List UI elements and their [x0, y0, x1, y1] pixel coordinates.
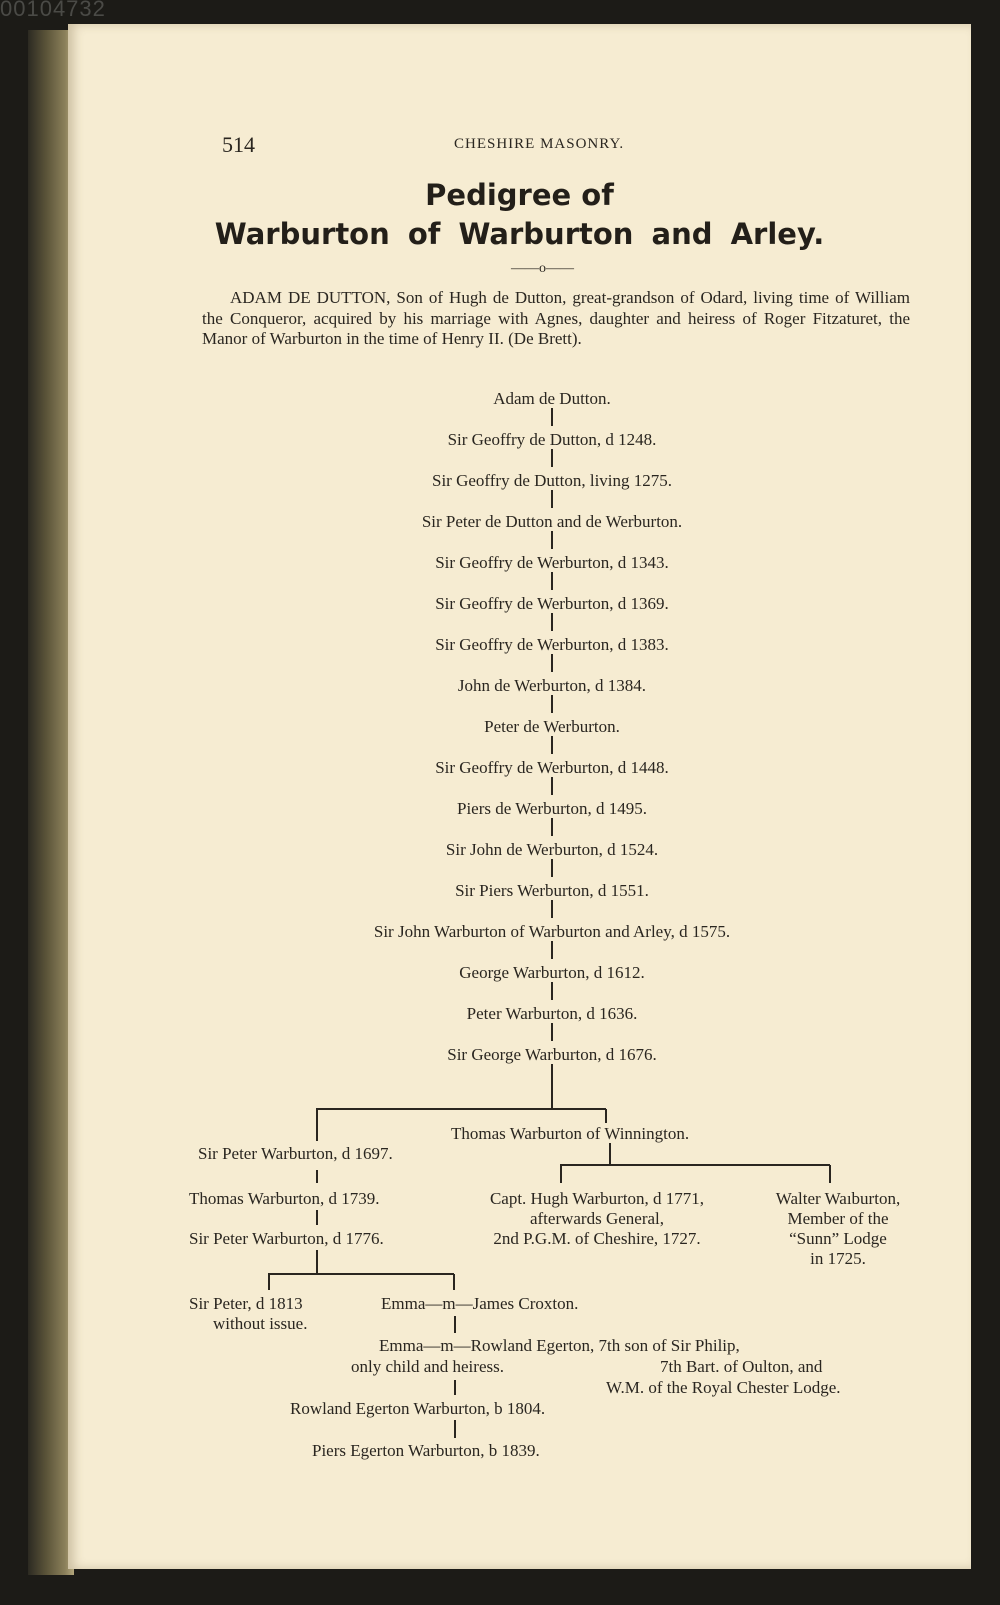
intro-paragraph	[202, 288, 910, 350]
gen-15: George Warburton, d 1612.	[459, 963, 645, 982]
egerton-note-1: 7th Bart. of Oulton, and	[660, 1357, 823, 1376]
gen-16: Peter Warburton, d 1636.	[466, 1004, 638, 1023]
page-number: 514	[222, 132, 255, 157]
gen-1: Adam de Dutton.	[493, 389, 611, 408]
gen-7: Sir Geoffry de Werburton, d 1383.	[435, 635, 669, 654]
gen-3: Sir Geoffry de Dutton, living 1275.	[431, 471, 673, 490]
egerton-note-2: W.M. of the Royal Chester Lodge.	[606, 1378, 841, 1397]
gen-8: John de Werburton, d 1384.	[457, 676, 647, 695]
rowland-egerton-warburton: Rowland Egerton Warburton, b 1804.	[290, 1399, 546, 1418]
ornament: ——o——	[511, 261, 574, 276]
connector	[316, 1170, 318, 1183]
emma-note: only child and heiress.	[351, 1357, 504, 1376]
sir-peter-1776: Sir Peter Warburton, d 1776.	[189, 1229, 384, 1248]
hugh-line-2: afterwards General,	[529, 1209, 665, 1228]
connector	[829, 1165, 831, 1183]
connector	[551, 1064, 553, 1109]
connector	[316, 1250, 318, 1274]
connector	[551, 408, 553, 426]
connector	[551, 1023, 553, 1041]
thomas-1739: Thomas Warburton, d 1739.	[189, 1189, 380, 1208]
walter-line-3: “Sunn” Lodge	[789, 1229, 887, 1248]
connector	[551, 859, 553, 877]
gen-10: Sir Geoffry de Werburton, d 1448.	[435, 758, 669, 777]
connector	[551, 818, 553, 836]
walter-warburton	[748, 1189, 928, 1269]
bracket	[560, 1164, 830, 1166]
piers-egerton-warburton: Piers Egerton Warburton, b 1839.	[312, 1441, 540, 1460]
connector	[551, 572, 553, 590]
connector	[453, 1274, 455, 1290]
sir-peter-1813-line-1: Sir Peter, d 1813	[189, 1294, 303, 1313]
sir-peter-1697: Sir Peter Warburton, d 1697.	[198, 1144, 393, 1163]
gen-14: Sir John Warburton of Warburton and Arley, d 1575.	[373, 922, 731, 941]
connector	[560, 1165, 562, 1183]
sir-peter-1813	[189, 1294, 307, 1334]
gen-13: Sir Piers Werburton, d 1551.	[455, 881, 649, 900]
connector	[454, 1420, 456, 1438]
connector	[551, 695, 553, 713]
gen-2: Sir Geoffry de Dutton, d 1248.	[447, 430, 657, 449]
intro-text: ADAM DE DUTTON, Son of Hugh de Dutton, great-grandson of Odard, living time of William the Conqueror, acquired by his marriage with Agnes, daughter and heiress of Roger Fitzaturet, the Manor of Warburton in the time of Henry II. (De Brett).	[202, 288, 910, 349]
sir-peter-1813-line-2: without issue.	[213, 1314, 308, 1333]
scan-id: 00104732	[0, 0, 106, 21]
connector	[316, 1109, 318, 1141]
connector	[454, 1380, 456, 1395]
gen-11: Piers de Werburton, d 1495.	[456, 799, 648, 818]
connector	[551, 777, 553, 795]
title-line-1: Pedigree of	[425, 178, 614, 212]
connector	[605, 1109, 607, 1123]
hugh-line-3: 2nd P.G.M. of Cheshire, 1727.	[493, 1229, 701, 1248]
walter-line-4: in 1725.	[810, 1249, 866, 1268]
gen-12: Sir John de Werburton, d 1524.	[445, 840, 659, 859]
gen-17: Sir George Warburton, d 1676.	[447, 1045, 657, 1064]
connector	[551, 736, 553, 754]
connector	[551, 613, 553, 631]
emma-croxton: Emma—m—James Croxton.	[381, 1294, 579, 1313]
gen-4: Sir Peter de Dutton and de Werburton.	[421, 512, 683, 531]
emma-egerton: Emma—m—Rowland Egerton, 7th son of Sir Philip,	[379, 1336, 740, 1355]
connector	[551, 531, 553, 549]
book-page	[68, 24, 971, 1569]
hugh-line-1: Capt. Hugh Warburton, d 1771,	[489, 1189, 705, 1208]
gen-9: Peter de Werburton.	[484, 717, 620, 736]
connector	[454, 1316, 456, 1333]
connector	[551, 449, 553, 467]
title-line-2: Warburton of Warburton and Arley.	[214, 217, 825, 251]
connector	[551, 900, 553, 918]
connector	[551, 982, 553, 1000]
connector	[609, 1143, 611, 1165]
gen-6: Sir Geoffry de Werburton, d 1369.	[435, 594, 669, 613]
connector	[316, 1210, 318, 1225]
walter-line-1: Walter Waıburton,	[775, 1189, 901, 1208]
bracket	[316, 1108, 606, 1110]
connector	[551, 654, 553, 672]
bracket	[268, 1273, 454, 1275]
gen-5: Sir Geoffry de Werburton, d 1343.	[435, 553, 669, 572]
thomas-winnington: Thomas Warburton of Winnington.	[451, 1124, 690, 1143]
connector	[551, 490, 553, 508]
connector	[551, 941, 553, 959]
hugh-warburton	[452, 1189, 742, 1249]
connector	[268, 1274, 270, 1290]
running-title: CHESHIRE MASONRY.	[454, 136, 625, 152]
walter-line-2: Member of the	[787, 1209, 889, 1228]
